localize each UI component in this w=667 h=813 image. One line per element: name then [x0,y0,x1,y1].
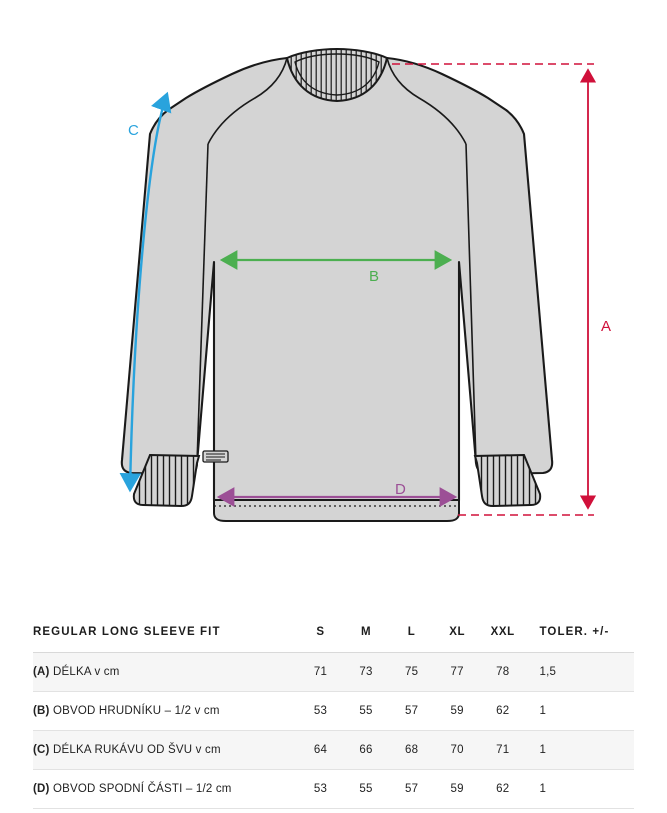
label-d: D [395,481,407,498]
table-row [33,653,634,692]
row-b-m: 55 [343,692,389,731]
row-b-xl: 59 [434,692,480,731]
row-c-code: (C) [33,744,50,756]
row-b-l: 57 [389,692,435,731]
size-table-header [33,612,634,653]
row-d-tol: 1 [526,770,635,809]
row-c-xl: 70 [434,731,480,770]
row-d-label [33,770,298,809]
size-table-body [33,653,634,809]
header-size-l: L [389,612,435,653]
row-a-s: 71 [298,653,344,692]
row-c-m: 66 [343,731,389,770]
label-a: A [601,318,612,335]
header-size-xxl: XXL [480,612,526,653]
size-table [33,612,634,809]
table-header-row [33,612,634,653]
row-c-text: DÉLKA RUKÁVU OD ŠVU v cm [52,744,221,756]
table-row [33,770,634,809]
row-b-tol: 1 [526,692,635,731]
header-tolerance: TOLER. +/- [526,612,635,653]
row-d-xl: 59 [434,770,480,809]
row-b-text: OBVOD HRUDNÍKU – 1/2 v cm [52,705,220,717]
row-a-text: DÉLKA v cm [52,666,120,678]
row-a-code: (A) [33,666,50,678]
row-d-s: 53 [298,770,344,809]
bottom-hem [214,500,459,521]
row-b-xxl: 62 [480,692,526,731]
header-size-m: M [343,612,389,653]
row-c-label [33,731,298,770]
side-label-tag [203,451,228,462]
sweatshirt-body [122,58,552,513]
row-d-xxl: 62 [480,770,526,809]
row-b-label [33,692,298,731]
row-d-l: 57 [389,770,435,809]
row-a-l: 75 [389,653,435,692]
row-b-code: (B) [33,705,50,717]
row-d-code: (D) [33,783,50,795]
row-c-xxl: 71 [480,731,526,770]
row-d-text: OBVOD SPODNÍ ČÁSTI – 1/2 cm [52,783,232,795]
row-d-m: 55 [343,770,389,809]
header-size-s: S [298,612,344,653]
row-c-l: 68 [389,731,435,770]
table-row [33,731,634,770]
header-fit-name: REGULAR LONG SLEEVE FIT [33,612,298,653]
row-b-s: 53 [298,692,344,731]
label-b: B [369,268,380,285]
label-c: C [128,122,140,139]
row-a-xl: 77 [434,653,480,692]
row-a-label [33,653,298,692]
row-c-tol: 1 [526,731,635,770]
table-row [33,692,634,731]
row-c-s: 64 [298,731,344,770]
row-a-m: 73 [343,653,389,692]
row-a-tol: 1,5 [526,653,635,692]
header-size-xl: XL [434,612,480,653]
row-a-xxl: 78 [480,653,526,692]
